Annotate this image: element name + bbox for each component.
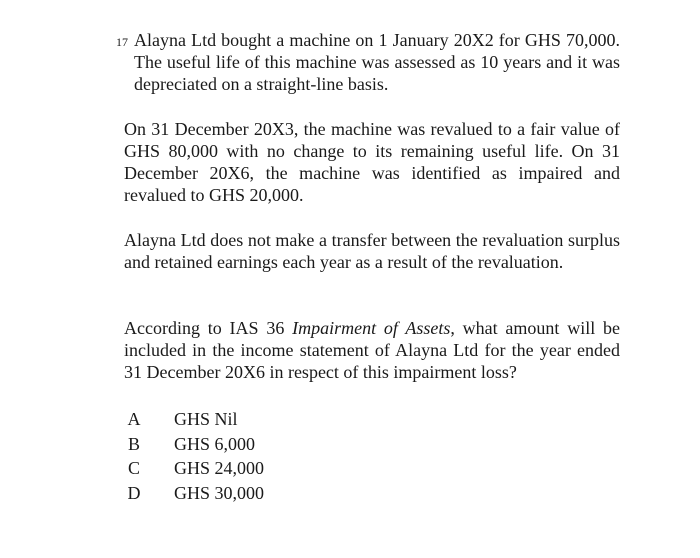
question-paragraph-purchase: Alayna Ltd bought a machine on 1 January 20X2 for GHS 70,000. The useful life of this machine was assessed as 10 years and it was depreciated on a straight-line basis. xyxy=(134,30,620,94)
answer-option-letter: D xyxy=(127,482,141,503)
answer-option-letter: B xyxy=(127,433,140,454)
question-stem-standard-title: Impairment of Assets xyxy=(292,318,451,338)
question-number: 17 xyxy=(116,35,128,49)
answer-option-text: GHS Nil xyxy=(174,409,238,429)
answer-option-c[interactable] xyxy=(124,456,424,481)
question-stem-after: , what amount will be included in the income statement of Alayna Ltd for the year ended 31 December 20X6 in respect of this impairment loss? xyxy=(124,318,620,382)
question-paragraph-revaluation: On 31 December 20X3, the machine was revalued to a fair value of GHS 80,000 with no change to its remaining useful life. On 31 December 20X6, the machine was identified as impaired and revalued to GHS 20,000. xyxy=(124,119,620,205)
answer-option-text: GHS 30,000 xyxy=(174,482,265,503)
answer-option-letter: C xyxy=(127,458,140,478)
answer-option-b[interactable] xyxy=(124,432,424,457)
answer-option-text: GHS 6,000 xyxy=(174,433,256,454)
answer-option-letter: A xyxy=(127,409,141,429)
question-stem-before: According to IAS 36 xyxy=(124,318,293,338)
answer-option-a[interactable] xyxy=(124,407,424,432)
answer-option-d[interactable] xyxy=(124,481,424,506)
question-stem xyxy=(124,317,620,383)
answer-options xyxy=(124,407,424,505)
question-paragraph-transfer-policy: Alayna Ltd does not make a transfer between the revaluation surplus and retained earnings each year as a result of the revaluation. xyxy=(124,230,620,272)
answer-option-text: GHS 24,000 xyxy=(174,458,265,478)
